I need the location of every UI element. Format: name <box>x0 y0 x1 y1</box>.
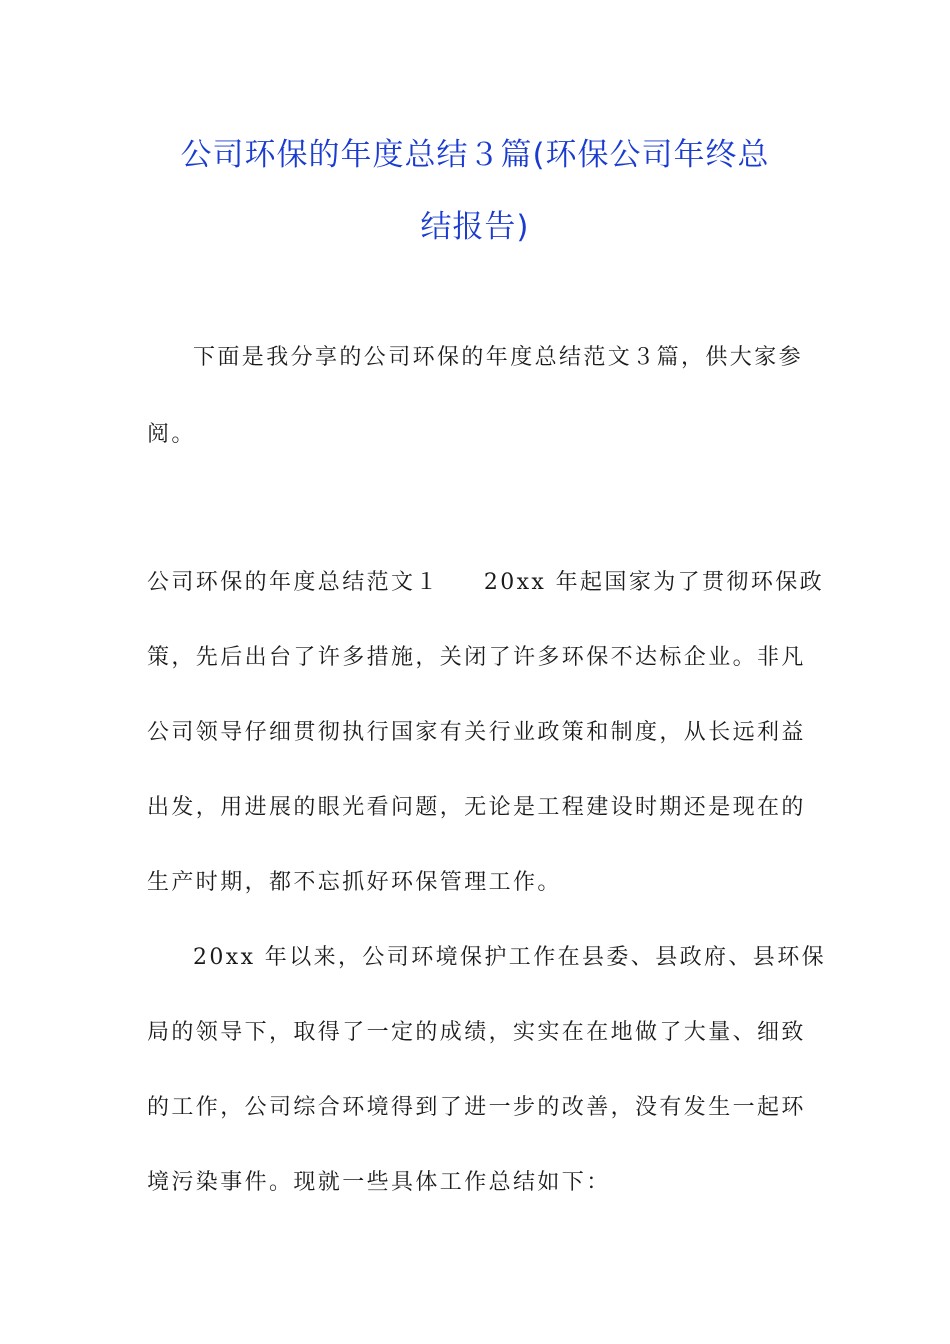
section1-line-2: 策，先后出台了许多措施，关闭了许多环保不达标企业。非凡 <box>147 645 806 670</box>
title-line-2: 结报告) <box>420 209 530 245</box>
section1-line-1 <box>147 568 824 598</box>
para2-line-1: 20xx 年以来，公司环境保护工作在县委、县政府、县环保 <box>193 945 827 970</box>
section1-line-5: 生产时期，都不忘抓好环保管理工作。 <box>147 870 562 895</box>
para2-line-4: 境污染事件。现就一些具体工作总结如下： <box>147 1170 611 1195</box>
section1-line-1-text: 20xx 年起国家为了贯彻环保政 <box>483 570 825 595</box>
intro-line-2: 阅。 <box>147 422 196 447</box>
title-line-1: 公司环保的年度总结３篇(环保公司年终总 <box>180 137 770 173</box>
section1-line-4: 出发，用进展的眼光看问题，无论是工程建设时期还是现在的 <box>147 795 806 820</box>
para2-line-2: 局的领导下，取得了一定的成绩，实实在在地做了大量、细致 <box>147 1020 806 1045</box>
para2-line-3: 的工作，公司综合环境得到了进一步的改善，没有发生一起环 <box>147 1095 806 1120</box>
section1-heading: 公司环保的年度总结范文１ <box>147 570 440 595</box>
document-title <box>130 119 820 263</box>
intro-line-1: 下面是我分享的公司环保的年度总结范文３篇，供大家参 <box>193 345 804 370</box>
section1-line-3: 公司领导仔细贯彻执行国家有关行业政策和制度，从长远利益 <box>147 720 806 745</box>
